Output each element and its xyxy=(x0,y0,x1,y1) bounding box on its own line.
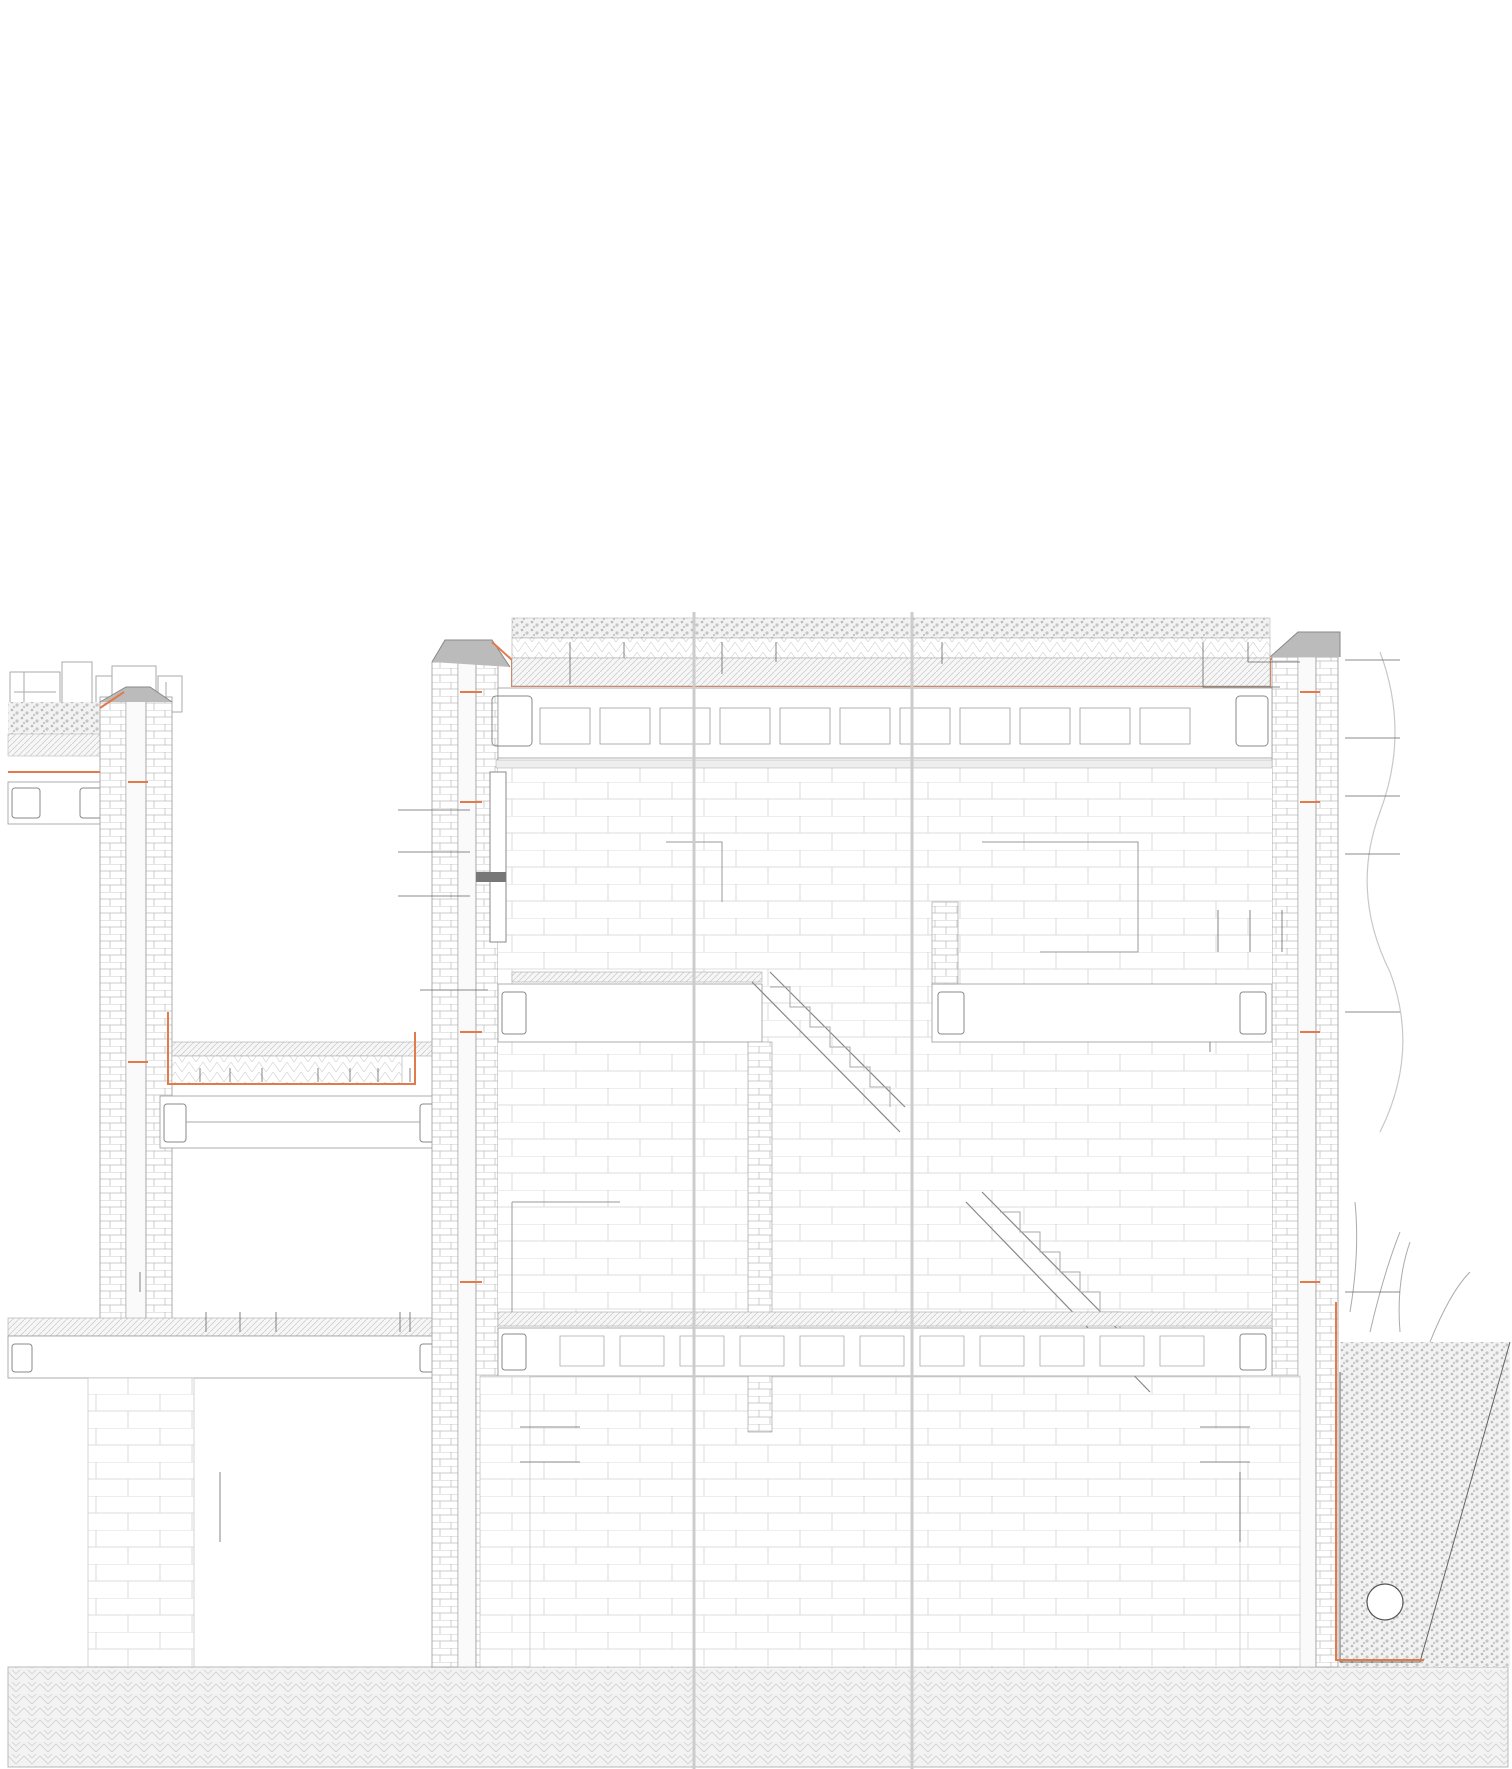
ground-earth xyxy=(8,1667,1508,1767)
left-building-part xyxy=(8,687,452,1667)
exterior-drainage xyxy=(1336,652,1510,1667)
main-building xyxy=(432,618,1340,1667)
construction-section-drawing xyxy=(0,612,1512,1769)
legend xyxy=(0,0,1512,612)
